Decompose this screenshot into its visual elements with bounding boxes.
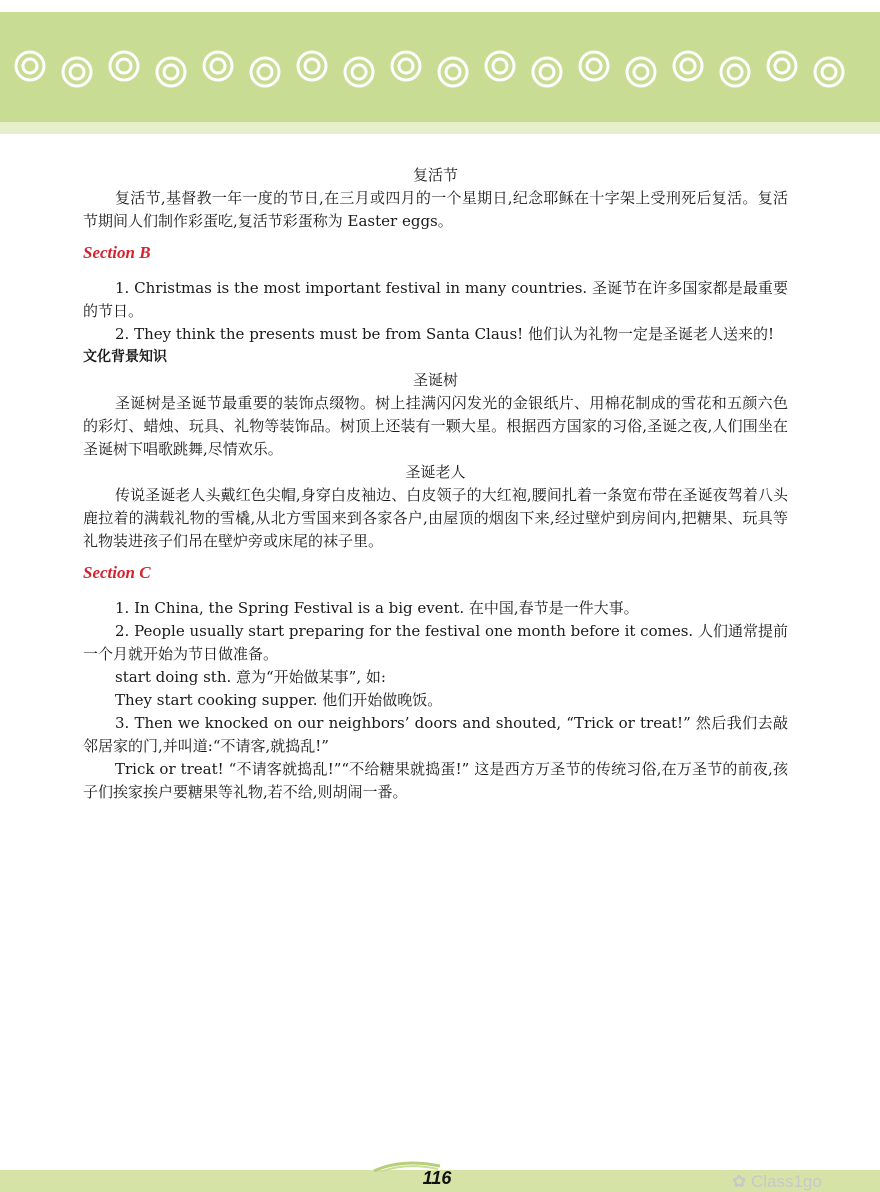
subheading: 圣诞树 — [412, 371, 458, 389]
wechat-icon: ✿ — [732, 1172, 751, 1191]
subheading: 圣诞老人 — [405, 463, 466, 481]
subheading: 复活节 — [412, 166, 458, 184]
watermark-text: Class1go — [750, 1172, 822, 1191]
header-circle — [110, 52, 138, 80]
header-circle — [580, 52, 608, 80]
header-circle — [533, 58, 561, 86]
paragraph: 传说圣诞老人头戴红色尖帽,身穿白皮袖边、白皮领子的大红袍,腰间扎着一条宽布带在圣诞夜驾着八头鹿拉着的满载礼物的雪橇,从北方雪国来到各家各户,由屋顶的烟囱下来,经过壁炉到房间内,把糖果、玩具等礼物装进孩子们吊在壁炉旁或床尾的袜子里。 — [83, 486, 788, 550]
header-circle — [251, 58, 279, 86]
header-circle — [16, 52, 44, 80]
watermark — [732, 1172, 822, 1192]
paragraph: Trick or treat! “不请客就捣乱!”“不给糖果就捣蛋!” 这是西方万圣节的传统习俗,在万圣节的前夜,孩子们挨家挨户要糖果等礼物,若不给,则胡闹一番。 — [83, 760, 788, 801]
header-circle — [815, 58, 843, 86]
paragraph: 1. In China, the Spring Festival is a big event. 在中国,春节是一件大事。 — [115, 599, 639, 617]
header-circle — [157, 58, 185, 86]
header-circle — [439, 58, 467, 86]
header-circle — [298, 52, 326, 80]
header-circle — [674, 52, 702, 80]
header-circle — [721, 58, 749, 86]
bold-heading: 文化背景知识 — [83, 349, 167, 365]
page-number: 116 — [422, 1168, 452, 1188]
paragraph: 复活节,基督教一年一度的节日,在三月或四月的一个星期日,纪念耶稣在十字架上受刑死后复活。复活节期间人们制作彩蛋吃,复活节彩蛋称为 Easter eggs。 — [83, 189, 788, 230]
header-strip — [0, 122, 880, 134]
header-circle — [392, 52, 420, 80]
section-heading: Section C — [83, 563, 151, 582]
paragraph: 3. Then we knocked on our neighbors’ doors and shouted, “Trick or treat!” 然后我们去敲邻居家的门,并叫道:“不请客,就捣乱!” — [83, 714, 788, 755]
paragraph: They start cooking supper. 他们开始做晚饭。 — [115, 691, 443, 709]
header-circle — [204, 52, 232, 80]
header-circle — [768, 52, 796, 80]
paragraph: 1. Christmas is the most important festival in many countries. 圣诞节在许多国家都是最重要的节日。 — [83, 279, 788, 320]
header-circle — [63, 58, 91, 86]
paragraph: start doing sth. 意为“开始做某事”, 如: — [115, 668, 386, 686]
header-circle-decoration — [0, 0, 880, 122]
page-content — [83, 164, 788, 804]
section-heading: Section B — [83, 243, 151, 262]
header-circle — [345, 58, 373, 86]
header-circle — [486, 52, 514, 80]
header-circle — [627, 58, 655, 86]
paragraph: 2. People usually start preparing for the festival one month before it comes. 人们通常提前一个月就开始为节日做准备。 — [83, 622, 788, 663]
paragraph: 2. They think the presents must be from Santa Claus! 他们认为礼物一定是圣诞老人送来的! — [115, 325, 774, 343]
paragraph: 圣诞树是圣诞节最重要的装饰点缀物。树上挂满闪闪发光的金银纸片、用棉花制成的雪花和五颜六色的彩灯、蜡烛、玩具、礼物等装饰品。树顶上还装有一颗大星。根据西方国家的习俗,圣诞之夜,人们围坐在圣诞树下唱歌跳舞,尽情欢乐。 — [83, 394, 788, 458]
